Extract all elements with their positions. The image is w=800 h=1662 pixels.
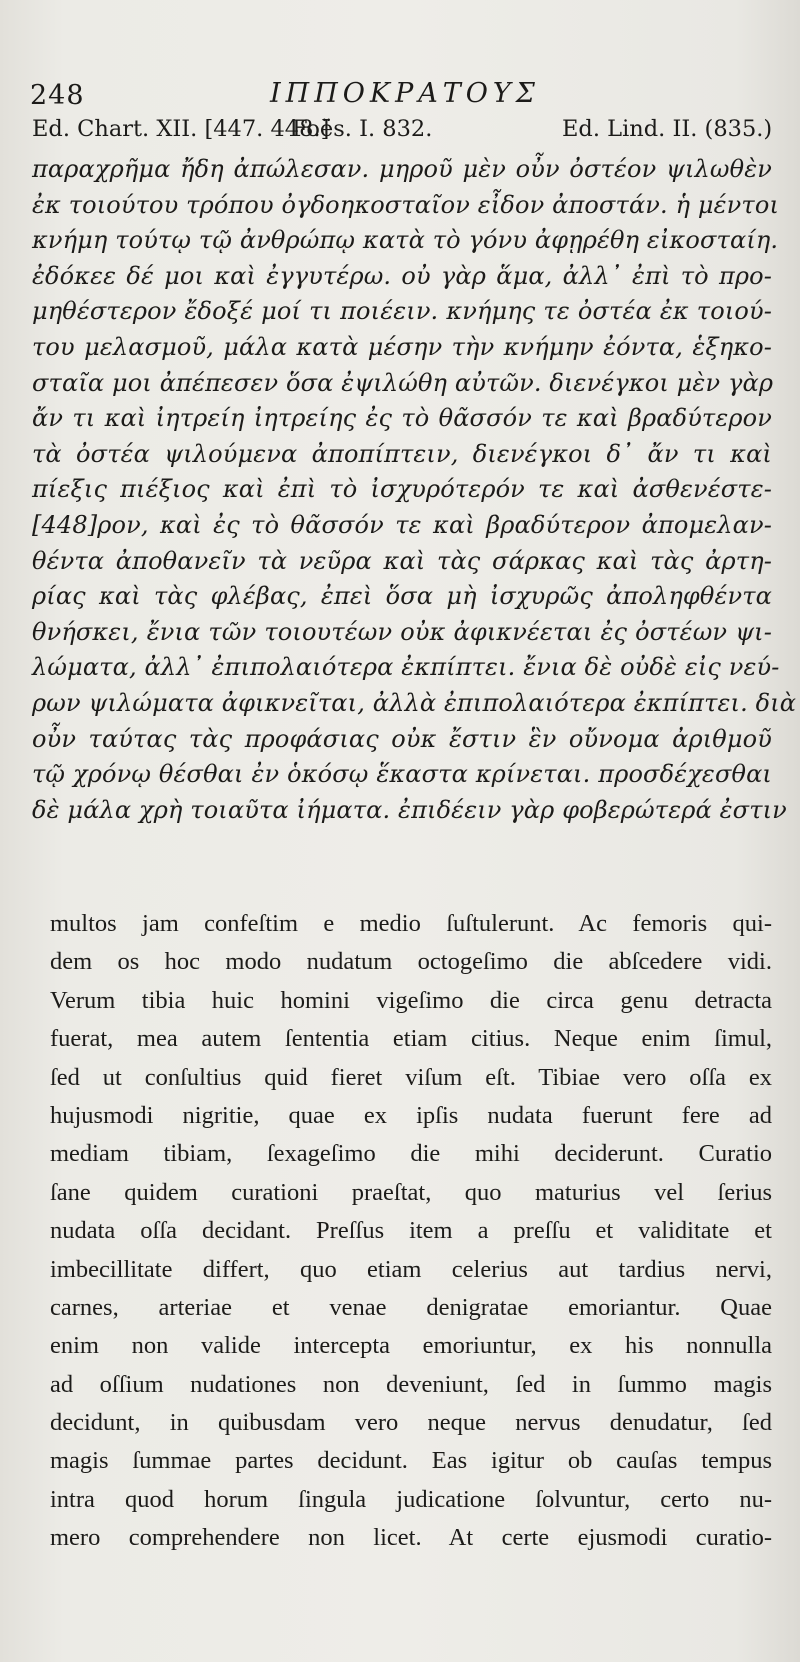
latin-line: mero comprehendere non licet. At certe ejusmodi curatio- — [50, 1524, 772, 1552]
latin-line: mediam tibiam, ſexageſimo die mihi deciderunt. Curatio — [50, 1140, 772, 1168]
greek-line: [448]ρον, καὶ ἐς τὸ θᾶσσόν τε καὶ βραδύτερον ἀπομελαν- — [32, 510, 772, 539]
edition-lind-ref: Ed. Lind. II. (835.) — [562, 116, 773, 142]
greek-line: ρίας καὶ τὰς φλέβας, ἐπεὶ ὅσα μὴ ἰσχυρῶς ἀποληφθέντα — [32, 582, 772, 611]
greek-line: ἄν τι καὶ ἰητρείη ἰητρείης ἐς τὸ θᾶσσόν τε καὶ βραδύτερον — [32, 404, 772, 433]
running-title: ΙΠΠΟΚΡΑΤΟΥΣ — [270, 78, 540, 109]
latin-line: Verum tibia huic homini vigeſimo die circa genu detracta — [50, 986, 772, 1014]
greek-line: οὖν ταύτας τὰς προφάσιας οὐκ ἔστιν ἓν οὔνομα ἀριθμοῦ — [32, 724, 772, 753]
greek-line: σταῖα μοι ἀπέπεσεν ὅσα ἐψιλώθη αὐτῶν. διενέγκοι μὲν γὰρ — [32, 368, 774, 397]
latin-line: hujusmodi nigritie, quae ex ipſis nudata fuerunt fere ad — [50, 1101, 772, 1129]
greek-line: ἐκ τοιούτου τρόπου ὀγδοηκοσταῖον εἶδον ἀποστάν. ἡ μέντοι — [32, 190, 780, 219]
latin-line: nudata oſſa decidant. Preſſus item a preſſu et validitate et — [50, 1217, 772, 1245]
page-header — [30, 72, 770, 112]
greek-line: τὰ ὀστέα ψιλούμενα ἀποπίπτειν, διενέγκοι δ᾽ ἄν τι καὶ — [32, 439, 772, 468]
latin-line: enim non valide intercepta emoriuntur, ex his nonnulla — [50, 1332, 772, 1360]
greek-line: κνήμη τούτῳ τῷ ἀνθρώπῳ κατὰ τὸ γόνυ ἀφῃρέθη εἰκοσταίη. — [32, 226, 779, 255]
edition-foes-ref: Foës. I. 832. — [292, 116, 433, 142]
greek-line: ἐδόκεε δέ μοι καὶ ἐγγυτέρω. οὐ γὰρ ἅμα, ἀλλ᾽ ἐπὶ τὸ προ- — [32, 261, 772, 290]
greek-line: τῷ χρόνῳ θέσθαι ἐν ὁκόσῳ ἕκαστα κρίνεται. προσδέχεσθαι — [32, 760, 772, 789]
greek-line: θνήσκει, ἔνια τῶν τοιουτέων οὐκ ἀφικνέεται ἐς ὀστέων ψι- — [32, 617, 772, 646]
greek-line: μηθέστερον ἔδοξέ μοί τι ποιέειν. κνήμης τε ὀστέα ἐκ τοιού- — [32, 297, 772, 326]
greek-line: του μελασμοῦ, μάλα κατὰ μέσην τὴν κνήμην ἐόντα, ἑξηκο- — [32, 332, 772, 361]
greek-line: λώματα, ἀλλ᾽ ἐπιπολαιότερα ἐκπίπτει. ἔνια δὲ οὐδὲ εἰς νεύ- — [32, 653, 780, 682]
greek-line: θέντα ἀποθανεῖν τὰ νεῦρα καὶ τὰς σάρκας καὶ τὰς ἀρτη- — [32, 546, 772, 575]
page-number: 248 — [30, 80, 85, 111]
latin-line: ad oſſium nudationes non deveniunt, ſed in ſummo magis — [50, 1370, 772, 1398]
greek-text-block — [32, 152, 797, 828]
greek-line: δὲ μάλα χρὴ τοιαῦτα ἰήματα. ἐπιδέειν γὰρ φοβερώτερά ἐστιν — [32, 795, 787, 824]
latin-line: fuerat, mea autem ſententia etiam citius. Neque enim ſimul, — [50, 1025, 772, 1053]
latin-line: carnes, arteriae et venae denigratae emoriantur. Quae — [50, 1293, 772, 1321]
latin-line: ſane quidem curationi praeſtat, quo maturius vel ſerius — [50, 1178, 772, 1206]
latin-text-block — [50, 905, 772, 1558]
greek-line: ρων ψιλώματα ἀφικνεῖται, ἀλλὰ ἐπιπολαιότερα ἐκπίπτει. διὰ — [32, 688, 797, 717]
greek-line: πίεξις πιέξιος καὶ ἐπὶ τὸ ἰσχυρότερόν τε καὶ ἀσθενέστε- — [32, 475, 772, 504]
edition-reference-line — [32, 116, 772, 142]
latin-line: imbecillitate differt, quo etiam celerius aut tardius nervi, — [50, 1255, 772, 1283]
latin-line: multos jam confeſtim e medio ſuſtulerunt. Ac femoris qui- — [50, 910, 772, 937]
latin-line: ſed ut conſultius quid fieret viſum eſt. Tibiae vero oſſa ex — [50, 1063, 772, 1091]
latin-line: dem os hoc modo nudatum octogeſimo die abſcedere vidi. — [50, 948, 772, 976]
latin-line: intra quod horum ſingula judicatione ſolvuntur, certo nu- — [50, 1485, 772, 1513]
greek-line: παραχρῆμα ἤδη ἀπώλεσαν. μηροῦ μὲν οὖν ὀστέον ψιλωθὲν — [32, 155, 772, 183]
latin-line: magis ſummae partes decidunt. Eas igitur ob cauſas tempus — [50, 1447, 772, 1475]
edition-chart-ref: Ed. Chart. XII. [447. 448.] — [32, 116, 330, 142]
latin-line: decidunt, in quibusdam vero neque nervus denudatur, ſed — [50, 1409, 772, 1437]
